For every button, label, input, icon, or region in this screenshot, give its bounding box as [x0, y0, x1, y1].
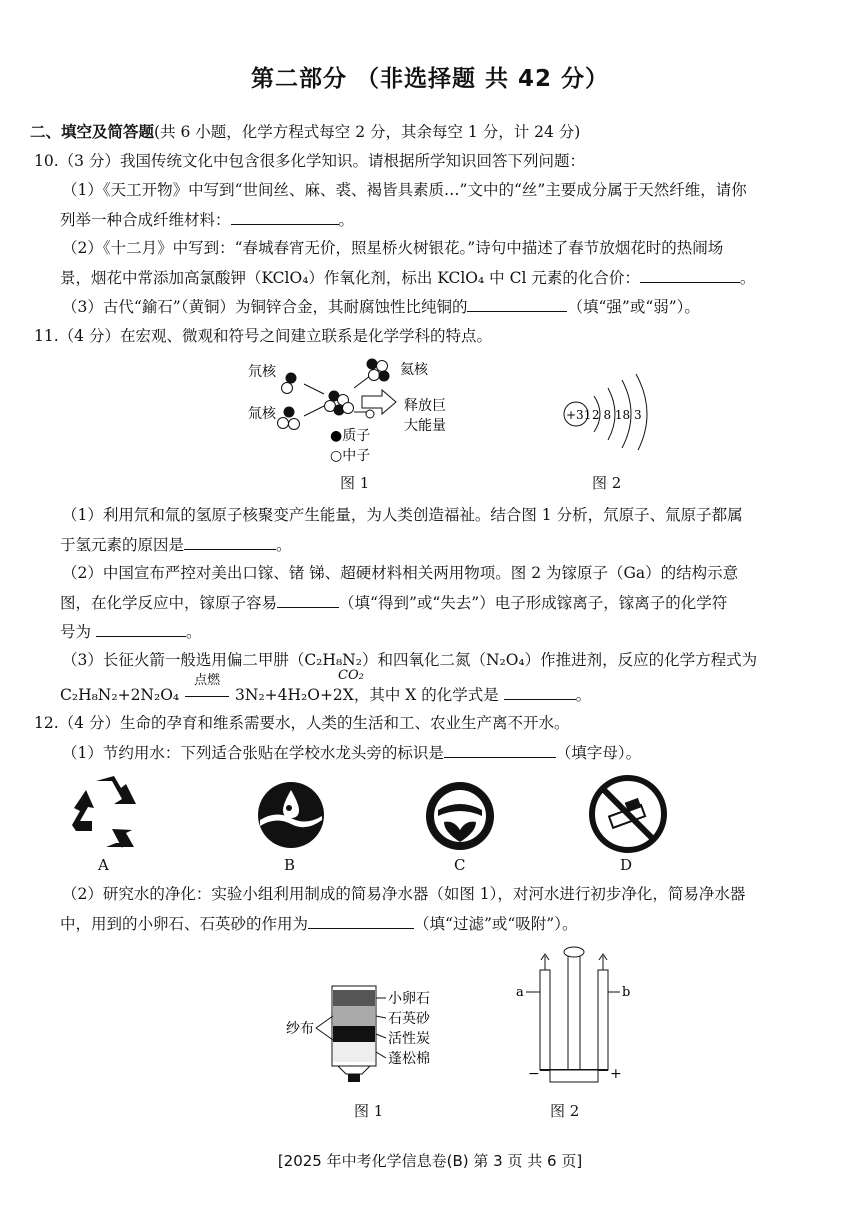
helium-label: 氦核 [400, 362, 428, 378]
section-heading: 二、填空及简答题 [30, 123, 155, 141]
option-a-recycle-icon [62, 773, 146, 857]
neutron-icon [282, 383, 293, 394]
neutron-icon [289, 419, 300, 430]
neutron-icon [278, 418, 289, 429]
answer-blank[interactable] [231, 209, 339, 225]
deuterium-label: 氘核 [248, 364, 276, 380]
option-c-green-food-icon [424, 780, 496, 852]
q12-p1: （1）节约用水：下列适合张贴在学校水龙头旁的标识是 [62, 744, 444, 762]
equation-right: 3N₂+4H₂O+2X，其中 X 的化学式是 [235, 686, 499, 704]
release-label-1: 释放巨 [404, 398, 446, 414]
answer-blank[interactable] [444, 742, 556, 758]
equation-line: C₂H₈N₂+2N₂O₄ 点燃 3N₂+4H₂O+2X，其中 X 的化学式是 。 [60, 673, 592, 704]
pointer-line [376, 1016, 386, 1018]
fig2-caption: 图 2 [592, 474, 622, 492]
answer-blank[interactable] [308, 913, 414, 929]
q10-p1a: （1）《天工开物》中写到“世间丝、麻、裘、褐皆具素质…”文中的“丝”主要成分属于天然纤维，请你 [62, 181, 747, 199]
q11-p2a: （2）中国宣布严控对美出口镓、锗 锑、超硬材料相关两用物项。图 2 为镓原子（Ga）的结构示意 [62, 564, 739, 582]
layer-label-pebble: 小卵石 [388, 991, 430, 1007]
q12-p2b-tail: （填“过滤”或“吸附”）。 [414, 915, 578, 933]
q10-p2b: 景，烟花中常添加高氯酸钾（KClO₄）作氧化剂，标出 KClO₄ 中 Cl 元素的化合价： [60, 269, 640, 287]
option-label-c: C [454, 856, 466, 874]
pointer-line [376, 1052, 386, 1058]
arrow-icon [304, 384, 324, 394]
q12-p1-tail: （填字母）。 [555, 744, 642, 762]
answer-blank[interactable] [504, 684, 576, 700]
q11-p1b-line: 于氢元素的原因是 。 [60, 536, 292, 554]
electrolysis-caption: 图 2 [550, 1102, 580, 1120]
legend-proton: ●质子 [330, 428, 371, 444]
label-plus: + [610, 1066, 622, 1082]
q11-p2b-tail: （填“得到”或“失去”）电子形成镓离子，镓离子的化学符 [339, 594, 728, 612]
answer-blank[interactable] [96, 621, 186, 637]
neutron-icon [366, 410, 374, 418]
pebble-layer [333, 990, 375, 1006]
q10-p2a: （2）《十二月》中写到：“春城春宵无价，照星桥火树银花。”诗句中描述了春节放烟花时的热闹场 [62, 239, 724, 257]
water-filter-diagram [286, 976, 456, 1094]
proton-icon [284, 407, 295, 418]
neutron-icon [369, 370, 380, 381]
q11-p1a: （1）利用氘和氚的氢原子核聚变产生能量，为人类创造福祉。结合图 1 分析，氘原子、氚原子都属 [62, 506, 743, 524]
stopcock-b [599, 954, 607, 970]
q12-p2b: 中，用到的小卵石、石英砂的作用为 [60, 915, 309, 933]
cloth-label: 纱布 [286, 1021, 314, 1037]
release-label-2: 大能量 [404, 418, 446, 434]
reaction-condition [184, 673, 230, 705]
page-title: 第二部分 （非选择题 共 42 分） [250, 66, 610, 92]
q11-p2c: 号为 [60, 623, 92, 641]
filter-neck [338, 1066, 370, 1074]
q10-p1b: 列举一种合成纤维材料： [60, 211, 231, 229]
electrolysis-diagram [514, 946, 634, 1096]
pointer-line [316, 1028, 333, 1040]
ignite-label: 点燃 [194, 673, 221, 688]
charcoal-layer [333, 1026, 375, 1042]
q11-p2c-line: 号为 。 [60, 623, 202, 641]
equation-left: C₂H₈N₂+2N₂O₄ [60, 686, 180, 704]
option-label-b: B [284, 856, 296, 874]
answer-blank[interactable] [640, 267, 740, 283]
sand-layer [333, 1006, 375, 1026]
filter-caption: 图 1 [354, 1102, 384, 1120]
neutron-icon [343, 403, 354, 414]
proton-icon [286, 373, 297, 384]
q10-p3-tail: （填“强”或“弱”）。 [567, 298, 700, 316]
pointer-line [316, 1016, 333, 1028]
shell-electrons: 2 8 18 3 [592, 408, 642, 422]
answer-blank[interactable] [277, 592, 339, 608]
proton-icon [379, 371, 390, 382]
filter-outlet [348, 1074, 360, 1082]
q10-p2b-line: 景，烟花中常添加高氯酸钾（KClO₄）作氧化剂，标出 KClO₄ 中 Cl 元素的化合价： 。 [60, 269, 756, 287]
fusion-diagram [244, 352, 474, 470]
tritium-label: 氚核 [248, 406, 276, 422]
pointer-line [376, 1034, 386, 1038]
q10-p1b-line: 列举一种合成纤维材料： 。 [60, 211, 355, 229]
option-b-water-drop-icon [256, 780, 326, 850]
gallium-atom-diagram [560, 370, 680, 450]
q12-p2b-line [60, 913, 577, 934]
label-a: a [516, 985, 524, 1000]
neutron-icon [377, 361, 388, 372]
layer-label-cotton: 蓬松棉 [388, 1051, 430, 1067]
label-b: b [622, 985, 631, 1000]
stand-base [550, 1070, 598, 1082]
cotton-layer [333, 1042, 375, 1062]
arrow-icon [354, 376, 370, 388]
reaction-bar [185, 696, 229, 697]
q11-p2b: 图，在化学反应中，镓原子容易 [60, 594, 278, 612]
energy-arrow-icon [362, 390, 396, 414]
tube-b [598, 970, 608, 1070]
option-d-no-smoking-icon [588, 774, 668, 854]
answer-blank[interactable] [467, 296, 567, 312]
nucleus-charge: +31 [566, 408, 592, 422]
q11-p1b: 于氢元素的原因是 [60, 536, 185, 554]
section-heading-line [30, 122, 580, 142]
q11-p3a: （3）长征火箭一般选用偏二甲肼（C₂H₈N₂）和四氧化二氮（N₂O₄）作推进剂，反应的化学方程式为 [62, 651, 758, 669]
answer-blank[interactable] [184, 534, 276, 550]
funnel [564, 947, 584, 957]
page-footer: [2025 年中考化学信息卷(B) 第 3 页 共 6 页] [277, 1152, 583, 1170]
q10-p3: （3）古代“鍮石”（黄铜）为铜锌合金，其耐腐蚀性比纯铜的 [62, 298, 468, 316]
label-minus: − [528, 1066, 540, 1082]
arrow-icon [304, 406, 324, 416]
q11-stem: 11.（4 分）在宏观、微观和符号之间建立联系是化学学科的特点。 [34, 327, 492, 345]
legend-neutron: ○中子 [330, 448, 371, 464]
stopcock-a [541, 954, 549, 970]
option-label-d: D [620, 856, 633, 874]
q12-stem: 12.（4 分）生命的孕育和维系需要水，人类的生活和工、农业生产离不开水。 [34, 714, 570, 732]
layer-label-charcoal: 活性炭 [388, 1031, 430, 1047]
q11-p2b-line [60, 592, 727, 613]
q10-stem: 10.（3 分）我国传统文化中包含很多化学知识。请根据所学知识回答下列问题： [34, 152, 585, 170]
handwritten-note: CO₂ [338, 668, 364, 683]
proton-icon [367, 359, 378, 370]
q12-p1-line [62, 742, 641, 763]
tube-a [540, 970, 550, 1070]
center-tube [568, 952, 580, 1070]
section-note: (共 6 小题，化学方程式每空 2 分，其余每空 1 分，计 24 分) [154, 123, 581, 141]
option-label-a: A [98, 856, 109, 874]
q12-p2a: （2）研究水的净化：实验小组利用制成的简易净水器（如图 1），对河水进行初步净化，简易净水器 [62, 885, 746, 903]
fig1-caption: 图 1 [340, 474, 370, 492]
layer-label-sand: 石英砂 [388, 1011, 430, 1027]
q10-p3-line [62, 296, 700, 317]
